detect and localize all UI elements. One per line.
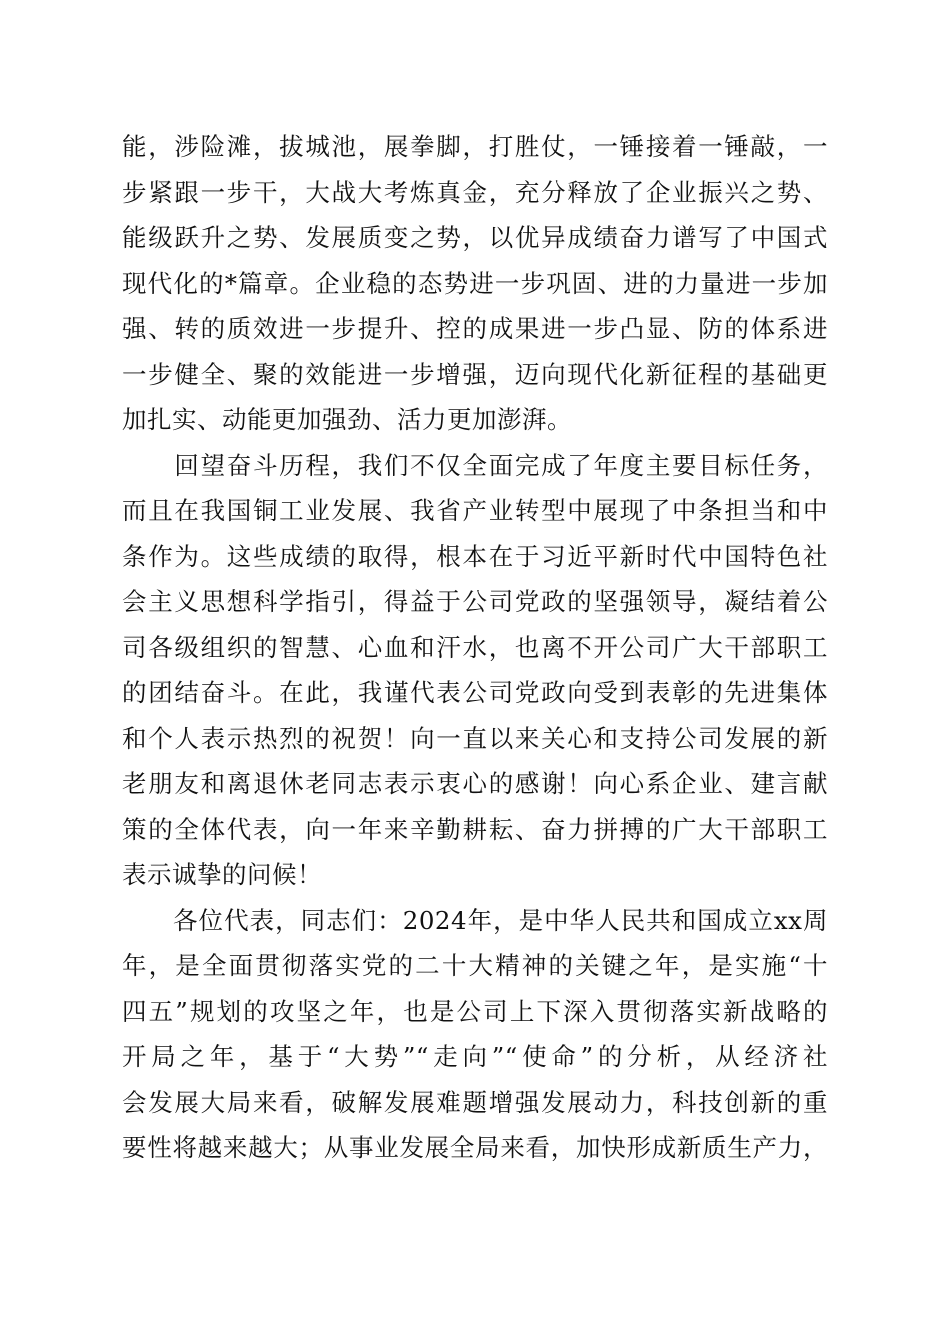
paragraph-line: 和个人表示热烈的祝贺！向一直以来关心和支持公司发展的新 [122,723,828,753]
paragraph-line: 而且在我国铜工业发展、我省产业转型中展现了中条担当和中 [122,496,828,525]
paragraph-3 [122,898,828,1171]
paragraph-line: 四五”规划的攻坚之年，也是公司上下深入贯彻落实新战略的 [122,996,828,1026]
paragraph-line: 现代化的*篇章。企业稳的态势进一步巩固、进的力量进一步加 [122,268,828,298]
paragraph-2 [122,443,828,898]
paragraph-line: 回望奋斗历程，我们不仅全面完成了年度主要目标任务， [122,450,828,480]
paragraph-line: 能级跃升之势、发展质变之势，以优异成绩奋力谱写了中国式 [122,223,828,252]
paragraph-line: 步紧跟一步干，大战大考炼真金，充分释放了企业振兴之势、 [122,177,828,207]
document-body [122,124,828,1171]
paragraph-line: 表示诚挚的问候！ [122,860,322,889]
paragraph-line: 会发展大局来看，破解发展难题增强发展动力，科技创新的重 [122,1087,828,1117]
paragraph-line: 策的全体代表，向一年来辛勤耕耘、奋力拼搏的广大干部职工 [122,814,828,844]
paragraph-line: 各位代表，同志们：2024年，是中华人民共和国成立xx周 [122,905,828,935]
paragraph-line: 能，涉险滩，拔城池，展拳脚，打胜仗，一锤接着一锤敲，一 [122,132,828,161]
paragraph-line: 司各级组织的智慧、心血和汗水，也离不开公司广大干部职工 [122,632,828,662]
paragraph-line: 一步健全、聚的效能进一步增强，迈向现代化新征程的基础更 [122,359,828,389]
paragraph-line: 强、转的质效进一步提升、控的成果进一步凸显、防的体系进 [122,314,828,343]
paragraph-line: 老朋友和离退休老同志表示衷心的感谢！向心系企业、建言献 [122,769,828,798]
paragraph-line: 要性将越来越大；从事业发展全局来看，加快形成新质生产力， [122,1133,828,1162]
paragraph-line: 开局之年，基于“大势”“走向”“使命”的分析，从经济社 [122,1042,828,1071]
paragraph-line: 加扎实、动能更加强劲、活力更加澎湃。 [122,405,572,434]
paragraph-1 [122,124,828,443]
paragraph-line: 条作为。这些成绩的取得，根本在于习近平新时代中国特色社 [122,541,828,571]
paragraph-line: 年，是全面贯彻落实党的二十大精神的关键之年，是实施“十 [122,951,828,980]
paragraph-line: 会主义思想科学指引，得益于公司党政的坚强领导，凝结着公 [122,587,828,616]
paragraph-line: 的团结奋斗。在此，我谨代表公司党政向受到表彰的先进集体 [122,678,828,707]
